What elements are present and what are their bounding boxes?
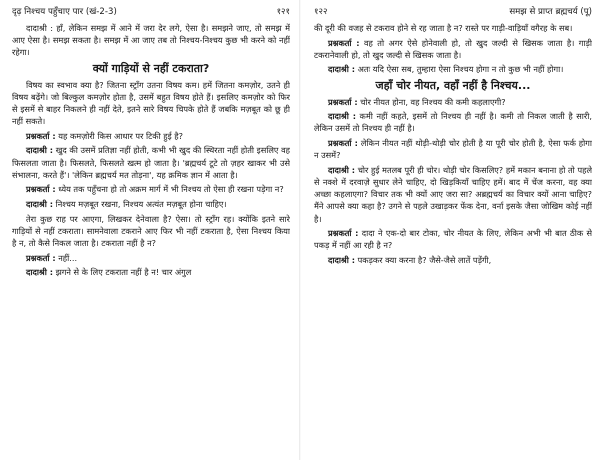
- section-heading: क्यों गाड़ियों से नहीं टकराता?: [92, 61, 210, 75]
- paragraph: प्रश्नकर्ता : दादा ने एक-दो बार टोका, चोर नीयत के लिए, लेकिन अभी भी बात ठीक से पकड़ में नहीं आ रही है न?: [314, 228, 592, 251]
- left-header-title: दृढ़ निश्चय पहुँचाए पार (खं-2-3): [12, 7, 117, 17]
- right-page-header: [314, 0, 592, 22]
- paragraph: प्रश्नकर्ता : वह तो अगर ऐसे होनेवाली हो, तो खुद जल्दी से खिसक जाता है। गाड़ी टकरानेवाली हो, तो खुद जल्दी से खिसक जाता है।: [314, 37, 592, 60]
- paragraph: दादाश्री : चोर हुई मतलब पूरी ही चोर। थोड़ी चोर किसलिए? हमें मकान बनाना हो तो पहले से नक्शे में दरवाज़े सुधार लेने चाहिए, दो खिड़कियाँ चाहिए हमें। बाद में चेंज करना, वह क्या अच्छा कहलाएगा? विचार तक भी क्यों आए जरा सा? अब्रह्मचर्य का विचार क्यों आना चाहिए? मैंने आपसे क्या कहा है? उगने से पहले उखाड़कर फेंक देना, वर्ना इसके जैसा जोखिम कोई नहीं है।: [314, 164, 592, 224]
- right-header-title: समझ से प्राप्त ब्रह्मचर्य (पू): [509, 7, 592, 17]
- left-page-header: [12, 0, 290, 22]
- paragraph: दादाश्री : अतः यदि ऐसा सब, तुम्हारा ऐसा निश्चय होगा न तो कुछ भी नहीं होगा।: [328, 64, 564, 75]
- paragraph: प्रश्नकर्ता : यह कमज़ोरी किस आधार पर टिकी हुई है?: [26, 130, 183, 141]
- paragraph: की दूरी की वजह से टकराव होने से रह जाता है न? रास्ते पर गाड़ी-वाड़ियाँ वगैरह के सब।: [314, 23, 573, 33]
- paragraph: तेरा कुछ राह पर आएगा, लिखकर देनेवाला है? ऐसा। तो स्ट्रॉंग रह। क्योंकि इतने सारे गाड़ियों से नहीं टकराता। सामनेवाला टकराने आए फिर भी नहीं टकराता है, ऐसा निश्चय किया है न, तो कैसे निकल जाता है। टकराता नहीं है न?: [12, 213, 290, 248]
- book-gutter: [299, 0, 301, 460]
- paragraph: प्रश्नकर्ता : नहीं...: [26, 252, 78, 263]
- paragraph: दादाश्री : पकड़कर क्या करना है? जैसे-जैसे लातें पड़ेंगी,: [328, 254, 492, 265]
- paragraph: विषय का स्वभाव क्या है? जितना स्ट्रॉंग उतना विषय कम। हमें जितना कमज़ोर, उतने ही विषय बढ़ेंगे। जो बिल्कुल कमज़ोर होता है, उसमें बहुत विषय होते हैं। इसलिए कमज़ोर को फिर से इसमें से बाहर निकलने ही नहीं देते, इतने सारे विषय चिपके होते हैं जबकि मज़बूत को छू ही नहीं सकते।: [12, 79, 290, 127]
- section-heading: जहाँ चोर नीयत, वहाँ नहीं है निश्चय...: [375, 78, 531, 92]
- paragraph: दादाश्री : झगने से के लिए टकराता नहीं है न! चार अंगुल: [26, 267, 192, 278]
- paragraph: दादाश्री : निश्चय मज़बूत रखना, निश्चय अत्यंत मज़बूत होना चाहिए।: [26, 199, 227, 209]
- paragraph: दादाश्री : कमी नहीं कहते, इसमें तो निश्चय ही नहीं है। कमी तो निकल जाती है सारी, लेकिन उसमें तो निश्चय ही नहीं है।: [314, 111, 592, 134]
- left-page: [12, 0, 290, 460]
- right-page-number: १२२: [314, 7, 328, 17]
- right-page: [314, 0, 592, 460]
- paragraph: प्रश्नकर्ता : लेकिन नीयत नहीं थोड़ी-थोड़ी चोर होती है या पूरी चोर होती है, ऐसा फर्क होगा न उसमें?: [314, 137, 592, 161]
- paragraph: दादाश्री : खुद की उसमें प्रतिज्ञा नहीं होती, कभी भी खुद की स्थिरता नहीं होती इसलिए वह फिसलता जाता है। फिसलते, फिसलते खत्म हो जाता है। 'ब्रह्मचर्य टूटे तो ज़हर खाकर भी उसे संभालना, करते हैं'। 'लेकिन ब्रह्मचर्य मत तोड़ना', यह क्रमिक ज्ञान में आता है।: [12, 145, 290, 180]
- paragraph: प्रश्नकर्ता : चोर नीयत होना, वह निश्चय की कमी कहलाएगी?: [328, 96, 506, 107]
- paragraph: दादाश्री : हाँ, लेकिन समझ में आने में जरा देर लगे, ऐसा है। समझने जाए, तो समझ में आए ऐसा है। समझ सकता है। समझ में आ जाए तब तो निश्चय-निश्चय कुछ भी करने को नहीं रहेगा।: [12, 23, 290, 58]
- paragraph: प्रश्नकर्ता : ध्येय तक पहुँचना हो तो अक्रम मार्ग में भी निश्चय तो ऐसा ही रखना पड़ेगा न?: [26, 184, 284, 195]
- left-page-number: १२१: [276, 7, 290, 17]
